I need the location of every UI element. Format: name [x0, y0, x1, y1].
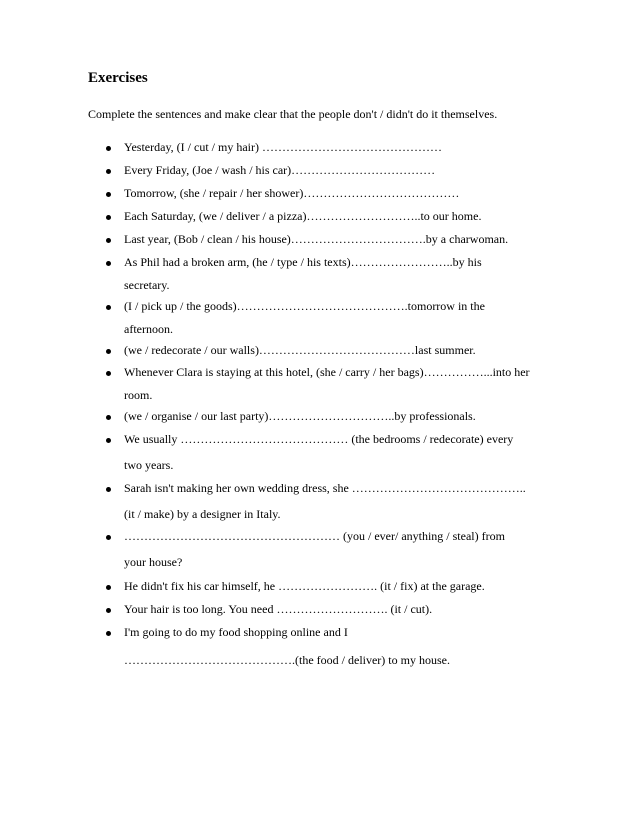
bullet-icon [106, 215, 111, 220]
bullet-icon [106, 371, 111, 376]
sentence-line: room. [124, 388, 153, 402]
sentence-line: Whenever Clara is staying at this hotel, (she / carry / her bags)……………...into her [124, 365, 530, 379]
sentence-line: ……………………………………………… (you / ever/ anything / steal) from [124, 529, 505, 543]
bullet-icon [106, 631, 111, 636]
bullet-icon [106, 169, 111, 174]
bullet-icon [106, 238, 111, 243]
bullet-icon [106, 305, 111, 310]
sentence-line: Your hair is too long. You need ………………………. (it / cut). [124, 602, 433, 616]
sentence-line: Each Saturday, (we / deliver / a pizza)………………………..to our home. [124, 209, 482, 223]
bullet-icon [106, 192, 111, 197]
bullet-icon [106, 415, 111, 420]
bullet-icon [106, 585, 111, 590]
instructions-text: Complete the sentences and make clear that the people don't / didn't do it themselves. [88, 107, 498, 121]
sentence-line: Yesterday, (I / cut / my hair) ……………………………………… [124, 140, 442, 154]
sentence-line: your house? [124, 555, 183, 569]
bullet-icon [106, 487, 111, 492]
sentence-line: (I / pick up / the goods)…………………………………….tomorrow in the [124, 299, 485, 313]
sentence-line: As Phil had a broken arm, (he / type / his texts)……………………..by his [124, 255, 482, 269]
sentence-line: I'm going to do my food shopping online and I [124, 625, 348, 639]
sentence-line: afternoon. [124, 322, 173, 336]
bullet-icon [106, 535, 111, 540]
bullet-icon [106, 438, 111, 443]
sentence-line: Last year, (Bob / clean / his house)…………………………….by a charwoman. [124, 232, 509, 246]
sentence-line: Sarah isn't making her own wedding dress, she …………………………………….. [124, 481, 526, 495]
sentence-line: We usually …………………………………… (the bedrooms / redecorate) every [124, 432, 514, 446]
sentence-line: (it / make) by a designer in Italy. [124, 507, 281, 521]
sentence-line: (we / redecorate / our walls)…………………………………last summer. [124, 343, 476, 357]
sentence-line: Every Friday, (Joe / wash / his car)……………………………… [124, 163, 436, 177]
page-title: Exercises [88, 70, 148, 86]
sentence-line: two years. [124, 458, 174, 472]
sentence-line: (we / organise / our last party)…………………………..by professionals. [124, 409, 476, 423]
sentence-line: Tomorrow, (she / repair / her shower)………………………………… [124, 186, 460, 200]
bullet-icon [106, 261, 111, 266]
bullet-icon [106, 146, 111, 151]
bullet-icon [106, 349, 111, 354]
sentence-line: …………………………………….(the food / deliver) to my house. [124, 653, 450, 667]
sentence-line: secretary. [124, 278, 170, 292]
bullet-icon [106, 608, 111, 613]
sentence-line: He didn't fix his car himself, he ……………………. (it / fix) at the garage. [124, 579, 485, 593]
